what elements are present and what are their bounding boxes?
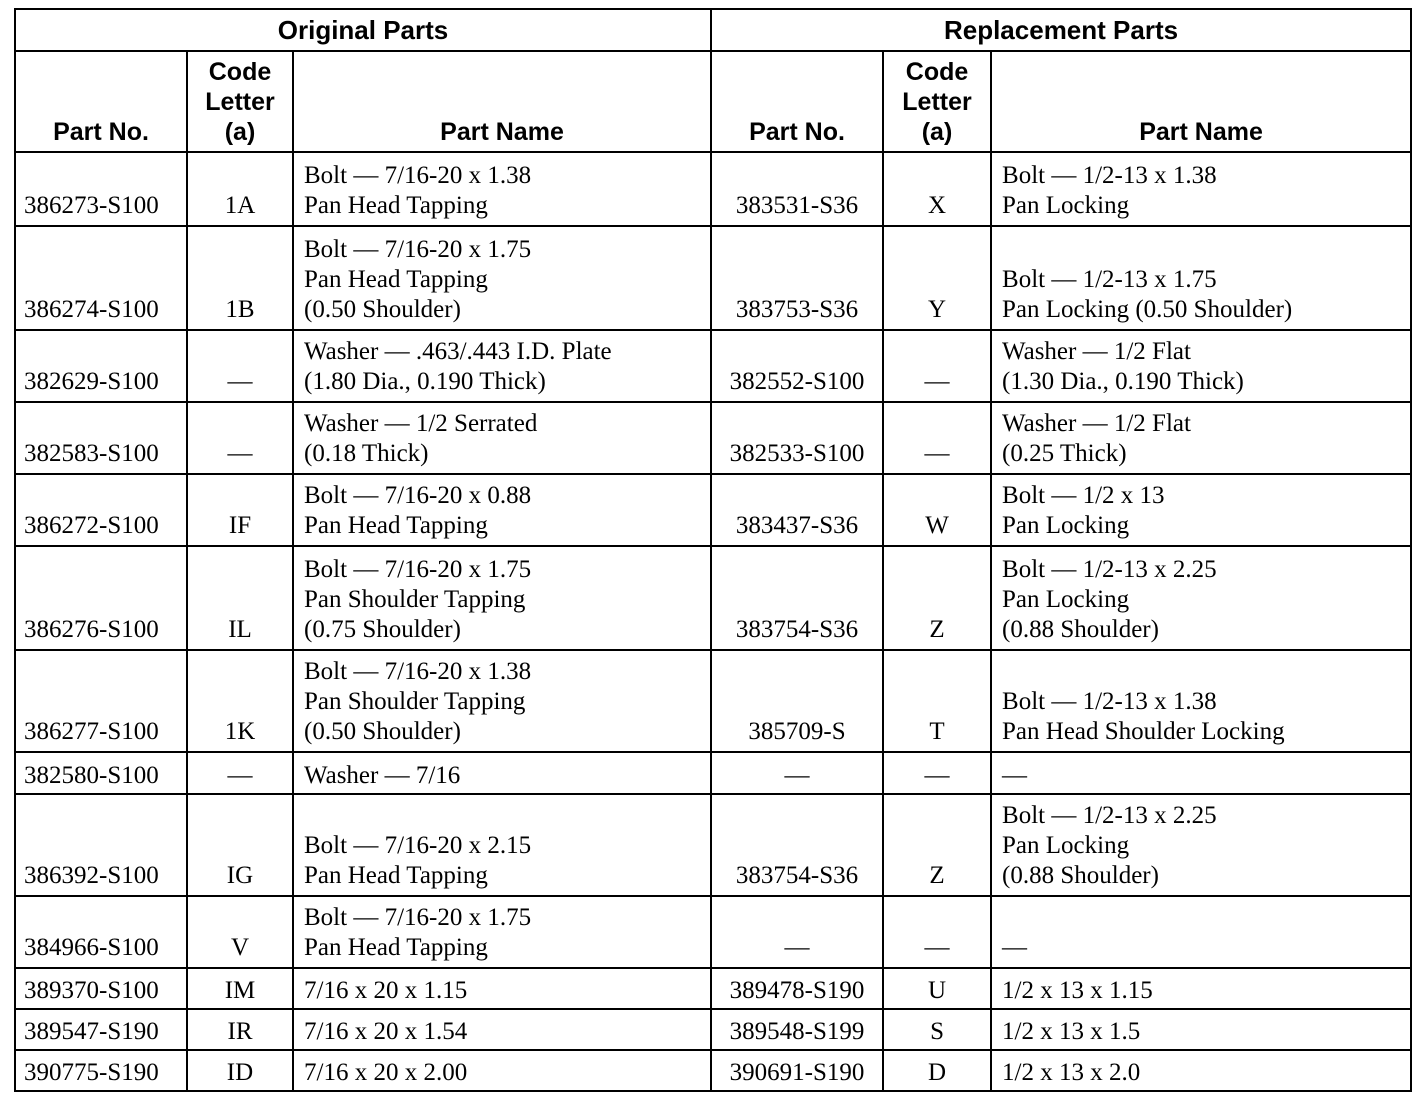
orig-code-letter-cell: ID [187, 1050, 293, 1091]
repl-code-letter-cell: — [883, 330, 991, 402]
orig-code-letter-cell: IG [187, 794, 293, 896]
orig-part-name-cell: 7/16 x 20 x 1.54 [293, 1009, 711, 1050]
orig-code-letter-cell: IR [187, 1009, 293, 1050]
orig-part-no-cell: 386273-S100 [15, 152, 187, 226]
table-row [15, 968, 1411, 1009]
repl-part-name-cell: Bolt — 1/2-13 x 1.75 Pan Locking (0.50 Shoulder) [991, 226, 1411, 330]
repl-code-letter-cell: Y [883, 226, 991, 330]
table-row [15, 402, 1411, 474]
repl-part-no-cell: 389478-S190 [711, 968, 883, 1009]
repl-part-name-cell: Washer — 1/2 Flat (0.25 Thick) [991, 402, 1411, 474]
orig-part-no-cell: 386274-S100 [15, 226, 187, 330]
repl-part-no-header: Part No. [711, 51, 883, 152]
table-body [15, 152, 1411, 1091]
orig-part-no-cell: 386392-S100 [15, 794, 187, 896]
orig-part-name-cell: Washer — 1/2 Serrated (0.18 Thick) [293, 402, 711, 474]
replacement-parts-header: Replacement Parts [711, 9, 1411, 51]
repl-part-no-cell: 383754-S36 [711, 546, 883, 650]
orig-part-name-cell: Bolt — 7/16-20 x 0.88 Pan Head Tapping [293, 474, 711, 546]
orig-code-letter-cell: V [187, 896, 293, 968]
orig-code-letter-cell: — [187, 752, 293, 794]
repl-code-letter-cell: T [883, 650, 991, 752]
repl-part-name-header: Part Name [991, 51, 1411, 152]
repl-part-no-cell: 382552-S100 [711, 330, 883, 402]
table-row [15, 752, 1411, 794]
repl-code-letter-cell: S [883, 1009, 991, 1050]
orig-part-name-cell: Bolt — 7/16-20 x 1.75 Pan Head Tapping (0.50 Shoulder) [293, 226, 711, 330]
orig-part-name-cell: Bolt — 7/16-20 x 1.38 Pan Shoulder Tapping (0.50 Shoulder) [293, 650, 711, 752]
repl-code-letter-cell: U [883, 968, 991, 1009]
orig-part-name-cell: Bolt — 7/16-20 x 1.38 Pan Head Tapping [293, 152, 711, 226]
orig-part-no-header: Part No. [15, 51, 187, 152]
orig-part-no-cell: 382583-S100 [15, 402, 187, 474]
orig-part-name-cell: 7/16 x 20 x 2.00 [293, 1050, 711, 1091]
repl-part-name-cell: — [991, 752, 1411, 794]
table-row [15, 896, 1411, 968]
repl-code-letter-cell: X [883, 152, 991, 226]
orig-part-name-cell: Bolt — 7/16-20 x 1.75 Pan Head Tapping [293, 896, 711, 968]
orig-code-letter-cell: 1A [187, 152, 293, 226]
repl-part-no-cell: 383531-S36 [711, 152, 883, 226]
table-row [15, 650, 1411, 752]
repl-part-name-cell: Bolt — 1/2-13 x 1.38 Pan Locking [991, 152, 1411, 226]
repl-part-no-cell: 383754-S36 [711, 794, 883, 896]
repl-part-name-cell: Bolt — 1/2-13 x 1.38 Pan Head Shoulder Locking [991, 650, 1411, 752]
orig-part-no-cell: 390775-S190 [15, 1050, 187, 1091]
repl-part-no-cell: 389548-S199 [711, 1009, 883, 1050]
orig-part-no-cell: 389547-S190 [15, 1009, 187, 1050]
table-row [15, 474, 1411, 546]
orig-code-letter-cell: 1K [187, 650, 293, 752]
original-parts-header: Original Parts [15, 9, 711, 51]
repl-code-letter-cell: D [883, 1050, 991, 1091]
repl-part-name-cell: Bolt — 1/2-13 x 2.25 Pan Locking (0.88 Shoulder) [991, 794, 1411, 896]
orig-part-no-cell: 382629-S100 [15, 330, 187, 402]
table-row [15, 1050, 1411, 1091]
orig-part-name-cell: Bolt — 7/16-20 x 1.75 Pan Shoulder Tapping (0.75 Shoulder) [293, 546, 711, 650]
orig-part-no-cell: 386277-S100 [15, 650, 187, 752]
repl-code-letter-cell: — [883, 402, 991, 474]
orig-part-no-cell: 389370-S100 [15, 968, 187, 1009]
repl-code-letter-cell: — [883, 896, 991, 968]
orig-code-letter-cell: — [187, 402, 293, 474]
repl-part-name-cell: Bolt — 1/2-13 x 2.25 Pan Locking (0.88 Shoulder) [991, 546, 1411, 650]
table-row [15, 152, 1411, 226]
orig-part-name-cell: Bolt — 7/16-20 x 2.15 Pan Head Tapping [293, 794, 711, 896]
repl-part-name-cell: 1/2 x 13 x 2.0 [991, 1050, 1411, 1091]
orig-code-letter-cell: 1B [187, 226, 293, 330]
table-row [15, 1009, 1411, 1050]
repl-part-name-cell: — [991, 896, 1411, 968]
repl-code-letter-header: Code Letter (a) [883, 51, 991, 152]
repl-part-name-cell: 1/2 x 13 x 1.15 [991, 968, 1411, 1009]
repl-code-letter-cell: W [883, 474, 991, 546]
repl-part-no-cell: 390691-S190 [711, 1050, 883, 1091]
repl-part-no-cell: 383753-S36 [711, 226, 883, 330]
table-row [15, 546, 1411, 650]
orig-part-no-cell: 384966-S100 [15, 896, 187, 968]
orig-part-name-cell: Washer — .463/.443 I.D. Plate (1.80 Dia., 0.190 Thick) [293, 330, 711, 402]
orig-part-no-cell: 382580-S100 [15, 752, 187, 794]
group-header-row [15, 9, 1411, 51]
repl-part-no-cell: 382533-S100 [711, 402, 883, 474]
repl-part-no-cell: — [711, 896, 883, 968]
orig-part-name-header: Part Name [293, 51, 711, 152]
repl-part-name-cell: Washer — 1/2 Flat (1.30 Dia., 0.190 Thick) [991, 330, 1411, 402]
orig-code-letter-cell: — [187, 330, 293, 402]
table-row [15, 226, 1411, 330]
parts-replacement-table [14, 8, 1412, 1092]
repl-code-letter-cell: Z [883, 794, 991, 896]
repl-part-no-cell: 383437-S36 [711, 474, 883, 546]
orig-code-letter-cell: IF [187, 474, 293, 546]
repl-part-name-cell: Bolt — 1/2 x 13 Pan Locking [991, 474, 1411, 546]
table-row [15, 330, 1411, 402]
orig-code-letter-cell: IM [187, 968, 293, 1009]
orig-part-name-cell: 7/16 x 20 x 1.15 [293, 968, 711, 1009]
orig-part-name-cell: Washer — 7/16 [293, 752, 711, 794]
column-header-row [15, 51, 1411, 152]
repl-code-letter-cell: — [883, 752, 991, 794]
repl-part-no-cell: 385709-S [711, 650, 883, 752]
orig-code-letter-header: Code Letter (a) [187, 51, 293, 152]
orig-part-no-cell: 386276-S100 [15, 546, 187, 650]
repl-part-name-cell: 1/2 x 13 x 1.5 [991, 1009, 1411, 1050]
orig-code-letter-cell: IL [187, 546, 293, 650]
orig-part-no-cell: 386272-S100 [15, 474, 187, 546]
table-row [15, 794, 1411, 896]
repl-part-no-cell: — [711, 752, 883, 794]
repl-code-letter-cell: Z [883, 546, 991, 650]
